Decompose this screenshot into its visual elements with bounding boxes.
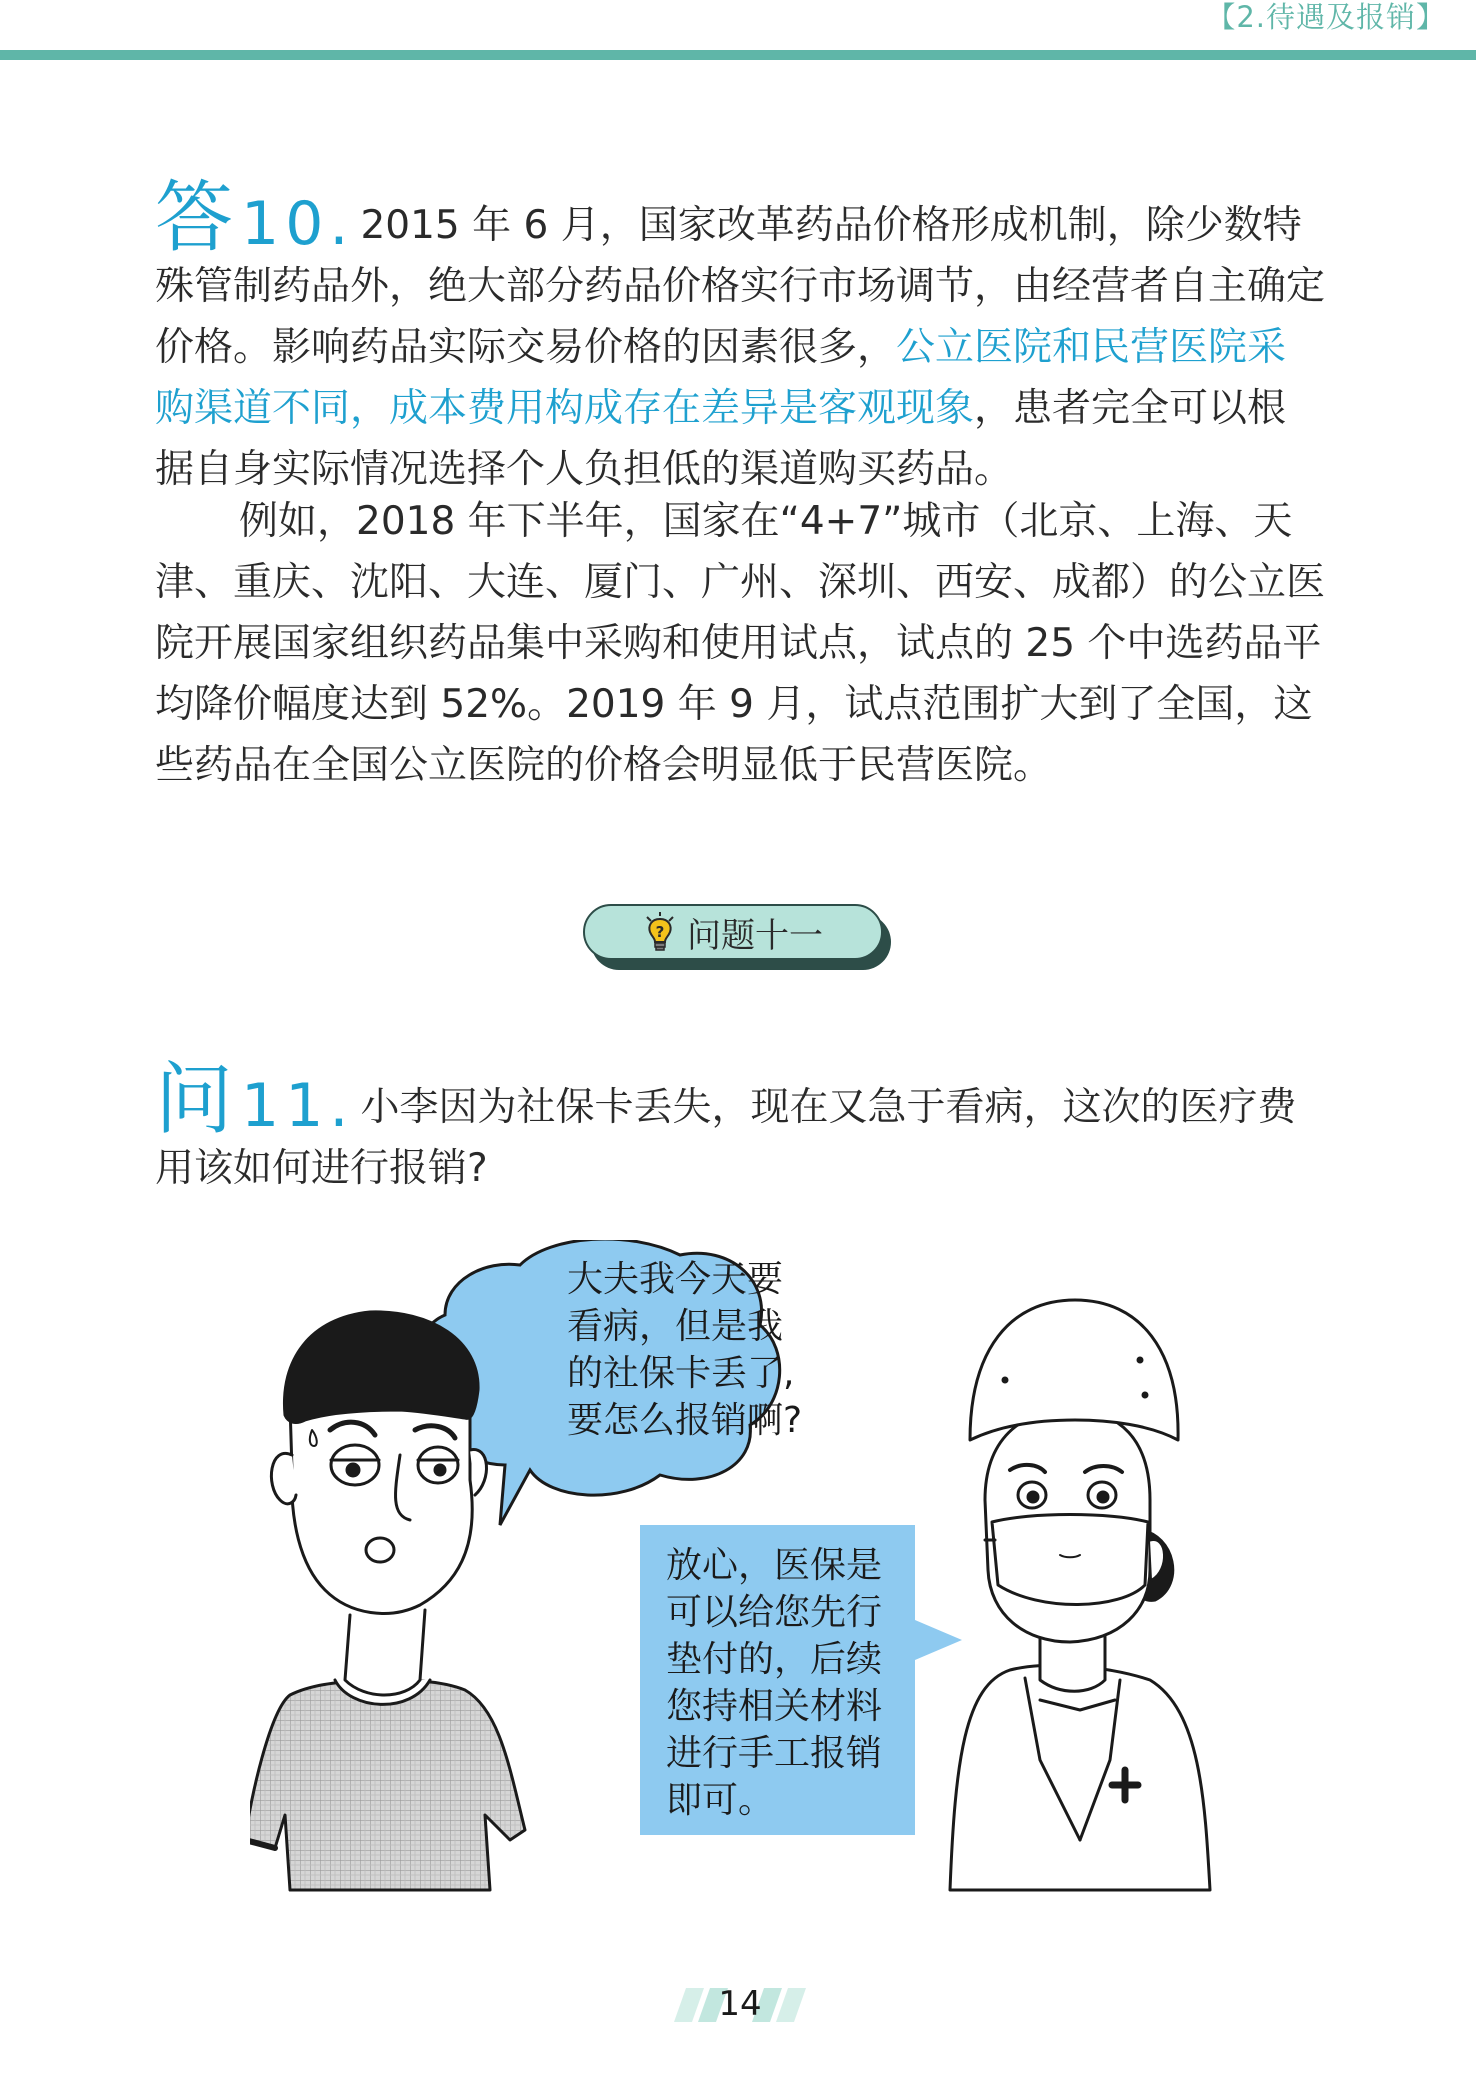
answer-text-part-1: 2015 年 6 月，国家改革药品价格形成机制，除少数特殊管制药品外，绝大部分药品价格实行市场调节，由经营者自主确定价格。影响药品实际交易价格的因素很多，	[155, 203, 1326, 370]
section-tag: 【2.待遇及报销】	[1206, 0, 1446, 34]
lightbulb-icon	[643, 911, 677, 953]
doctor-speech-line: 即可。	[666, 1780, 775, 1821]
answer-text-part-3: ，患者完全可以根据自身实际情况选择个人负担低的渠道购买药品。	[155, 386, 1287, 492]
answer-number: 10.	[241, 189, 355, 259]
page-number-area	[670, 1982, 810, 2026]
doctor-speech-line: 放心，医保是	[666, 1545, 883, 1586]
question-label: 问	[155, 1055, 236, 1145]
patient-speech-line: 的社保卡丢了,	[567, 1353, 795, 1394]
patient-speech-text	[567, 1256, 802, 1444]
question-text: 小李因为社保卡丢失，现在又急于看病，这次的医疗费用该如何进行报销?	[155, 1085, 1297, 1191]
doctor-speech-line: 您持相关材料	[666, 1686, 883, 1727]
question-11-paragraph	[155, 1055, 1325, 1199]
doctor-speech-line: 可以给您先行	[666, 1592, 883, 1633]
doctor-figure	[950, 1300, 1210, 1890]
question-badge	[583, 904, 893, 974]
question-number: 11.	[241, 1071, 355, 1141]
svg-text:?: ?	[655, 923, 665, 941]
doctor-speech-line: 进行手工报销	[666, 1733, 883, 1774]
patient-speech-line: 要怎么报销啊?	[567, 1400, 803, 1441]
doctor-speech-text	[666, 1542, 882, 1824]
question-badge-pill	[583, 904, 883, 960]
header-divider-bar	[0, 50, 1476, 60]
answer-highlight-text: 公立医院和民营医院采购渠道不同，成本费用构成存在差异是客观现象	[155, 325, 1287, 431]
answer-10-paragraph-1	[155, 173, 1326, 500]
page-number: 14	[718, 1984, 762, 2024]
patient-speech-line: 大夫我今天要	[567, 1259, 784, 1300]
doctor-speech-line: 垫付的，后续	[666, 1639, 883, 1680]
answer-10-paragraph-2: 例如，2018 年下半年，国家在“4+7”城市（北京、上海、天津、重庆、沈阳、大连、厦门、广州、深圳、西安、成都）的公立医院开展国家组织药品集中采购和使用试点，试点的 25 个中选药品平均降价幅度达到 52%。2019 年 9 月，试点范围扩大到了全国，这些药品在全国公立医院的价格会明显低于民营医院。	[155, 499, 1326, 788]
question-badge-text: 问题十一	[687, 915, 823, 956]
answer-label: 答	[155, 173, 236, 263]
patient-speech-line: 看病，但是我	[567, 1306, 784, 1347]
